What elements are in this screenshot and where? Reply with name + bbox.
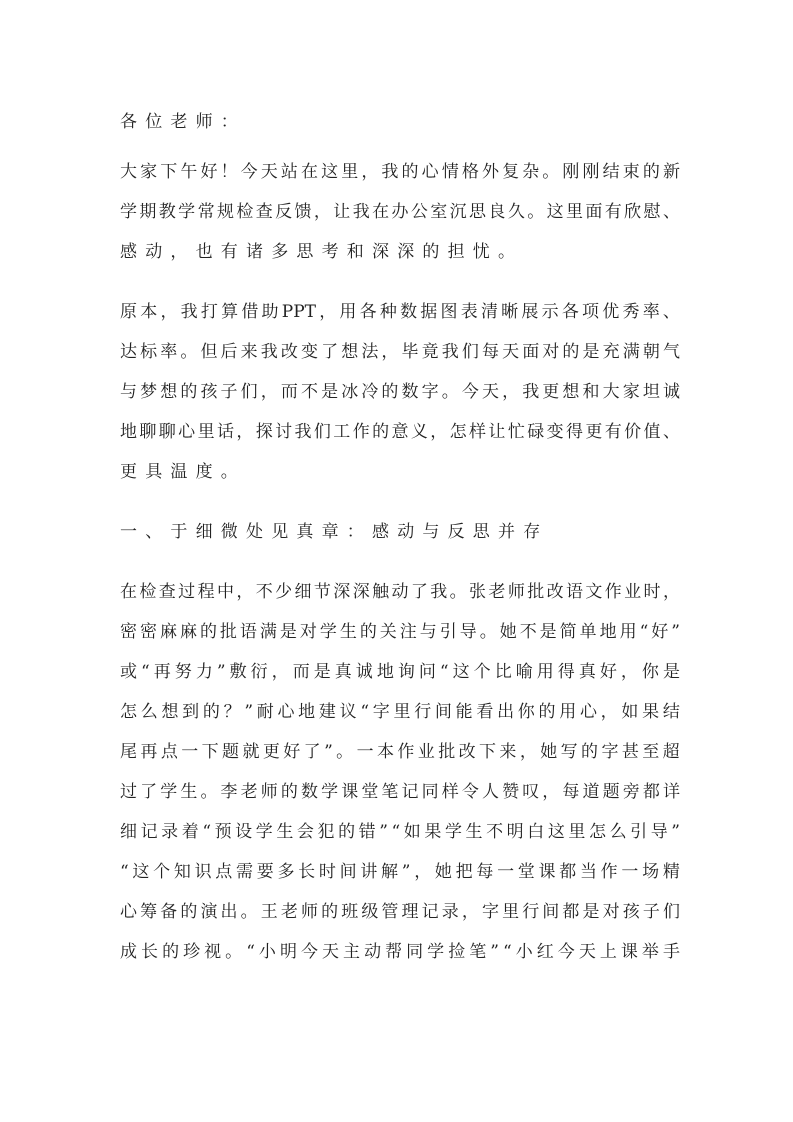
section-paragraph-line-3: 或 “ 再 努 力 ” 敷 衍 ， 而 是 真 诚 地 询 问 “ 这 个 比 喻 用 得 真 好 ， 你 是	[120, 662, 680, 682]
section-paragraph-line-10: 成 长 的 珍 视 。 “ 小 明 今 天 主 动 帮 同 学 捡 笔 ” “ 小 红 今 天 上 课 举 手	[120, 942, 680, 962]
paragraph-2-line-5: 更具温度。	[120, 462, 246, 482]
section-paragraph-line-6: 过 了 学 生 。 李 老 师 的 数 学 课 堂 笔 记 同 样 令 人 赞 叹 ， 每 道 题 旁 都 详	[120, 782, 680, 802]
section-heading: 一、于细微处见真章：感动与反思并存	[120, 522, 549, 542]
section-paragraph-line-8: “ 这 个 知 识 点 需 要 多 长 时 间 讲 解 ” ， 她 把 每 一 堂 课 都 当 作 一 场 精	[120, 862, 680, 882]
section-paragraph-line-1: 在 检 查 过 程 中 ， 不 少 细 节 深 深 触 动 了 我 。 张 老 师 批 改 语 文 作 业 时 ，	[120, 582, 680, 602]
paragraph-1-line-3: 感动，也有诸多思考和深深的担忧。	[120, 242, 524, 262]
section-paragraph-line-4: 怎 么 想 到 的 ？ ” 耐 心 地 建 议 “ 字 里 行 间 能 看 出 你 的 用 心 ， 如 果 结	[120, 702, 680, 722]
paragraph-2-line-1: 原 本 ， 我 打 算 借 助 PPT ， 用 各 种 数 据 图 表 清 晰 展 示 各 项 优 秀 率 、	[120, 302, 680, 322]
section-paragraph-line-7: 细 记 录 着 “ 预 设 学 生 会 犯 的 错 ” “ 如 果 学 生 不 明 白 这 里 怎 么 引 导 ”	[120, 822, 680, 842]
paragraph-2-line-4: 地 聊 聊 心 里 话 ， 探 讨 我 们 工 作 的 意 义 ， 怎 样 让 忙 碌 变 得 更 有 价 值 、	[120, 422, 680, 442]
paragraph-2-line-2: 达 标 率 。 但 后 来 我 改 变 了 想 法 ， 毕 竟 我 们 每 天 面 对 的 是 充 满 朝 气	[120, 342, 680, 362]
paragraph-1-line-2: 学 期 教 学 常 规 检 查 反 馈 ， 让 我 在 办 公 室 沉 思 良 久 。 这 里 面 有 欣 慰 、	[120, 202, 680, 222]
paragraph-1-line-1: 大 家 下 午 好 ！ 今 天 站 在 这 里 ， 我 的 心 情 格 外 复 杂 。 刚 刚 结 束 的 新	[120, 162, 680, 182]
section-paragraph-line-5: 尾 再 点 一 下 题 就 更 好 了 ” 。 一 本 作 业 批 改 下 来 ， 她 写 的 字 甚 至 超	[120, 742, 680, 762]
paragraph-2-line-3: 与 梦 想 的 孩 子 们 ， 而 不 是 冰 冷 的 数 字 。 今 天 ， 我 更 想 和 大 家 坦 诚	[120, 382, 680, 402]
section-paragraph-line-9: 心 筹 备 的 演 出 。 王 老 师 的 班 级 管 理 记 录 ， 字 里 行 间 都 是 对 孩 子 们	[120, 902, 680, 922]
section-paragraph-line-2: 密 密 麻 麻 的 批 语 满 是 对 学 生 的 关 注 与 引 导 。 她 不 是 简 单 地 用 “ 好 ”	[120, 622, 680, 642]
salutation: 各位老师：	[120, 112, 246, 132]
